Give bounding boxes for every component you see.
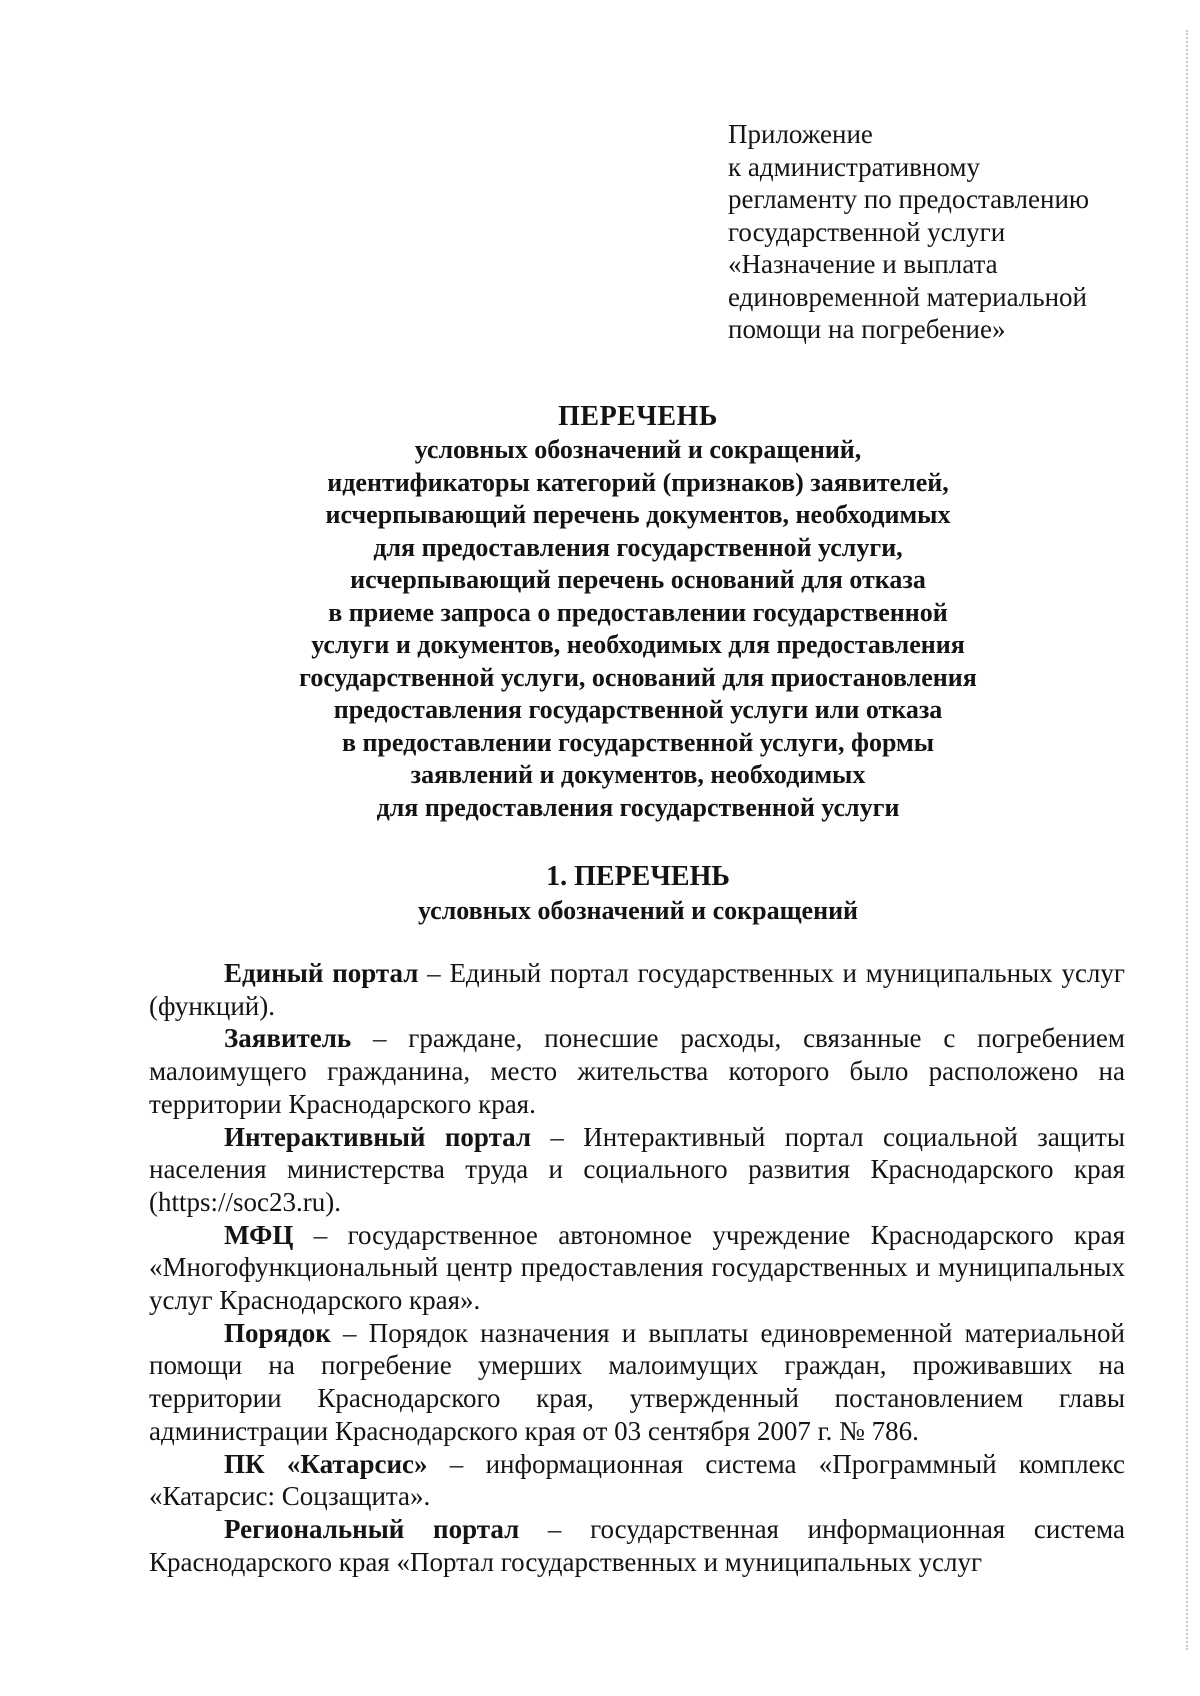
section-title: 1. ПЕРЕЧЕНЬ <box>546 861 730 892</box>
appendix-line: к административному <box>728 151 980 182</box>
appendix-line: Приложение <box>728 119 873 149</box>
definition-term: Единый портал <box>224 958 419 988</box>
definition-term: Заявитель <box>224 1023 352 1054</box>
definitions-list <box>149 957 1125 1578</box>
scan-edge-dots <box>1186 30 1188 1650</box>
title-line: предоставления государственной услуги или отказа <box>333 695 943 724</box>
title-line: для предоставления государственной услуги <box>376 792 900 822</box>
section-heading <box>150 860 1126 928</box>
definition-paragraph <box>149 1121 1125 1219</box>
definition-text: – государственная информационная система Краснодарского края «Портал государственных и муниципальных услуг <box>149 1513 1125 1577</box>
appendix-note <box>728 118 1148 346</box>
title-line: заявлений и документов, необходимых <box>410 760 866 789</box>
definition-paragraph <box>149 957 1125 1022</box>
document-title <box>150 400 1126 824</box>
definition-term: Порядок <box>224 1317 331 1348</box>
title-line: исчерпывающий перечень оснований для отказа <box>350 565 926 594</box>
title-main: ПЕРЕЧЕНЬ <box>558 401 718 432</box>
title-subtitle <box>150 434 1126 824</box>
title-line: государственной услуги, оснований для приостановления <box>299 662 977 692</box>
appendix-line: единовременной материальной <box>728 281 1087 312</box>
definition-paragraph <box>149 1448 1125 1513</box>
definition-term: ПК «Катарсис» <box>224 1448 428 1479</box>
appendix-line: регламенту по предоставлению <box>728 184 1090 214</box>
definition-text: – государственное автономное учреждение Краснодарского края «Многофункциональный центр предоставления государственных и муниципальных услуг Краснодарского края». <box>149 1219 1125 1316</box>
definition-text: – информационная система «Программный комплекс «Катарсис: Соцзащита». <box>149 1448 1125 1512</box>
section-subtitle: условных обозначений и сокращений <box>417 896 859 925</box>
definition-term: МФЦ <box>224 1219 294 1250</box>
title-line: исчерпывающий перечень документов, необходимых <box>325 500 951 529</box>
definition-paragraph <box>149 1219 1125 1317</box>
definition-text: – Порядок назначения и выплаты единовременной материальной помощи на погребение умерших малоимущих граждан, проживавших на территории Краснодарского края, утвержденный постановлением главы администрации Краснодарского края от 03 сентября 2007 г. № 786. <box>149 1317 1125 1446</box>
definition-paragraph <box>149 1022 1125 1120</box>
title-line: условных обозначений и сокращений, <box>414 435 862 464</box>
definition-text: – Интерактивный портал социальной защиты населения министерства труда и социального развития Краснодарского края (https://soc23.ru). <box>149 1121 1125 1217</box>
title-line: в приеме запроса о предоставлении государственной <box>328 597 948 627</box>
title-line: услуги и документов, необходимых для предоставления <box>311 630 965 659</box>
definition-text: – граждане, понесшие расходы, связанные с погребением малоимущего гражданина, место жительства которого было расположено на территории Краснодарского края. <box>149 1023 1125 1119</box>
appendix-line: помощи на погребение» <box>728 314 1006 344</box>
appendix-line: «Назначение и выплата <box>728 249 998 279</box>
definition-paragraph <box>149 1513 1125 1578</box>
definition-term: Интерактивный портал <box>224 1121 532 1152</box>
title-line: в предоставлении государственной услуги, формы <box>341 727 935 757</box>
definition-paragraph <box>149 1317 1125 1448</box>
title-line: для предоставления государственной услуги, <box>373 532 903 562</box>
definition-term: Региональный портал <box>224 1513 520 1544</box>
definition-text: – Единый портал государственных и муниципальных услуг (функций). <box>149 958 1125 1021</box>
title-line: идентификаторы категорий (признаков) заявителей, <box>327 467 949 497</box>
appendix-line: государственной услуги <box>728 216 1006 247</box>
